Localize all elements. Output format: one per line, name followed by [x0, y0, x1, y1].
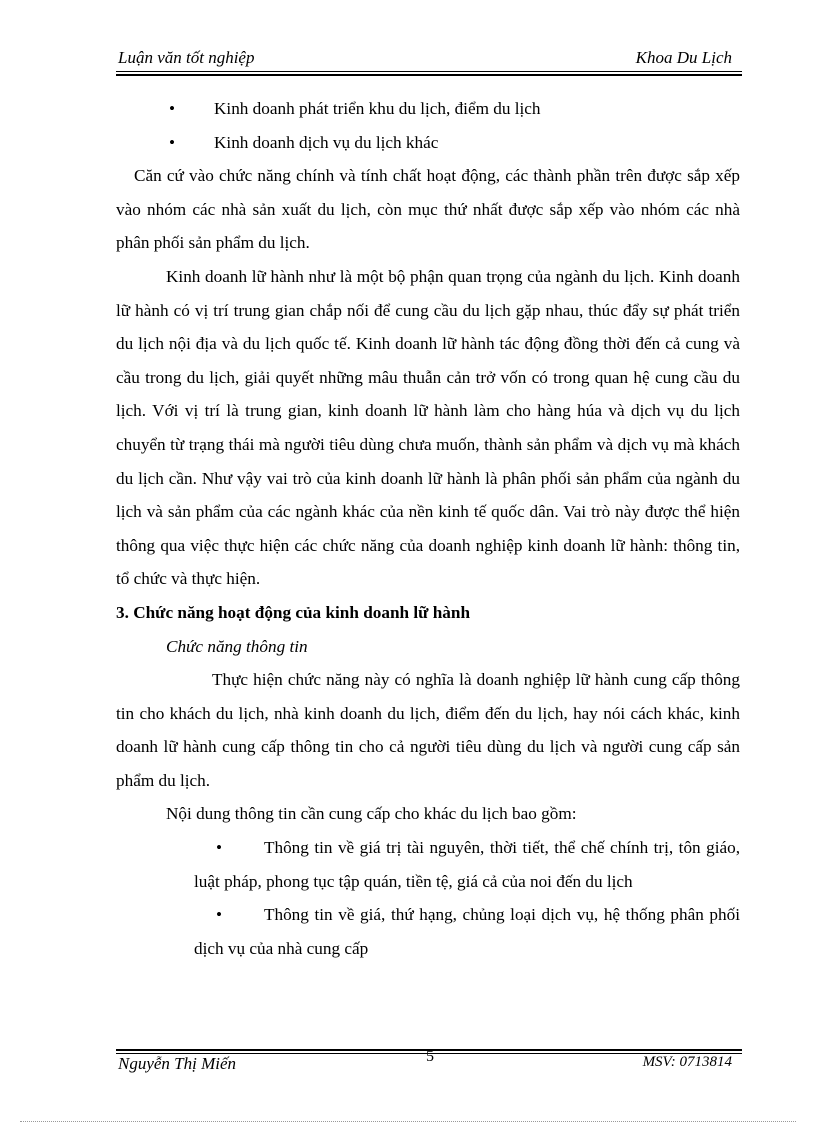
bullet-icon: • [216, 905, 223, 925]
bullet-icon: • [169, 132, 176, 152]
list-item: • Kinh doanh dịch vụ du lịch khác [116, 126, 740, 160]
bullet-icon: • [216, 838, 223, 858]
header-divider-thick [116, 74, 742, 76]
list-item: • Thông tin về giá trị tài nguyên, thời tiết, thể chế chính trị, tôn giáo, luật pháp, phong tục tập quán, tiền tệ, giá cả của noi đến du lịch [194, 831, 740, 898]
page-footer [116, 1048, 742, 1078]
header-thesis-label: Luận văn tốt nghiệp [118, 48, 255, 67]
header-faculty-label: Khoa Du Lịch [635, 48, 732, 67]
list-item: • Thông tin về giá, thứ hạng, chủng loại dịch vụ, hệ thống phân phối dịch vụ của nhà cung cấp [194, 898, 740, 965]
paragraph-role: Kinh doanh lữ hành như là một bộ phận quan trọng của ngành du lịch. Kinh doanh lữ hành có vị trí trung gian chắp nối để cung cầu du lịch gặp nhau, thúc đẩy sự phát triển du lịch nội địa và du lịch quốc tế. Kinh doanh lữ hành tác động đồng thời đến cả cung và cầu trong du lịch, giải quyết những mâu thuẫn cản trở vốn có trong quan hệ cung cầu du lịch. Với vị trí là trung gian, kinh doanh lữ hành làm cho hàng húa và dịch vụ du lịch chuyển từ trạng thái mà người tiêu dùng chưa muốn, thành sản phẩm và dịch vụ mà khách du lịch cần. Như vậy vai trò của kinh doanh lữ hành là phân phối sản phẩm của ngành du lịch và sản phẩm của các ngành khác của nền kinh tế quốc dân. Vai trò này được thể hiện thông qua việc thực hiện các chức năng của doanh nghiệp kinh doanh lữ hành: thông tin, tổ chức và thực hiện. [116, 266, 740, 589]
section-heading: 3. Chức năng hoạt động của kinh doanh lữ hành [116, 602, 471, 622]
list-item: • Kinh doanh phát triển khu du lịch, điểm du lịch [116, 92, 740, 126]
page-body [116, 92, 740, 965]
footer-student-id: MSV: 0713814 [642, 1054, 732, 1070]
paragraph-information-function: Thực hiện chức năng này có nghĩa là doanh nghiệp lữ hành cung cấp thông tin cho khách du lịch, nhà kinh doanh du lịch, điểm đến du lịch, hay nói cách khác, kinh doanh lữ hành cung cấp thông tin cho cả người tiêu dùng du lịch và người cung cấp sản phẩm du lịch. [116, 670, 740, 790]
page-number: 5 [426, 1048, 434, 1065]
bullet-icon: • [169, 99, 176, 118]
page-header [116, 48, 742, 72]
paragraph-content-intro: Nội dung thông tin cần cung cấp cho khác du lịch bao gồm: [166, 804, 577, 824]
page-bottom-edge [20, 1121, 796, 1122]
subsection-heading: Chức năng thông tin [166, 636, 308, 656]
footer-author: Nguyễn Thị Miến [118, 1054, 237, 1073]
paragraph-classification: Căn cứ vào chức năng chính và tính chất hoạt động, các thành phần trên được sắp xếp vào nhóm các nhà sản xuất du lịch, còn mục thứ nhất được sắp xếp vào nhóm các nhà phân phối sản phẩm du lịch. [116, 166, 740, 253]
header-divider [116, 71, 742, 72]
